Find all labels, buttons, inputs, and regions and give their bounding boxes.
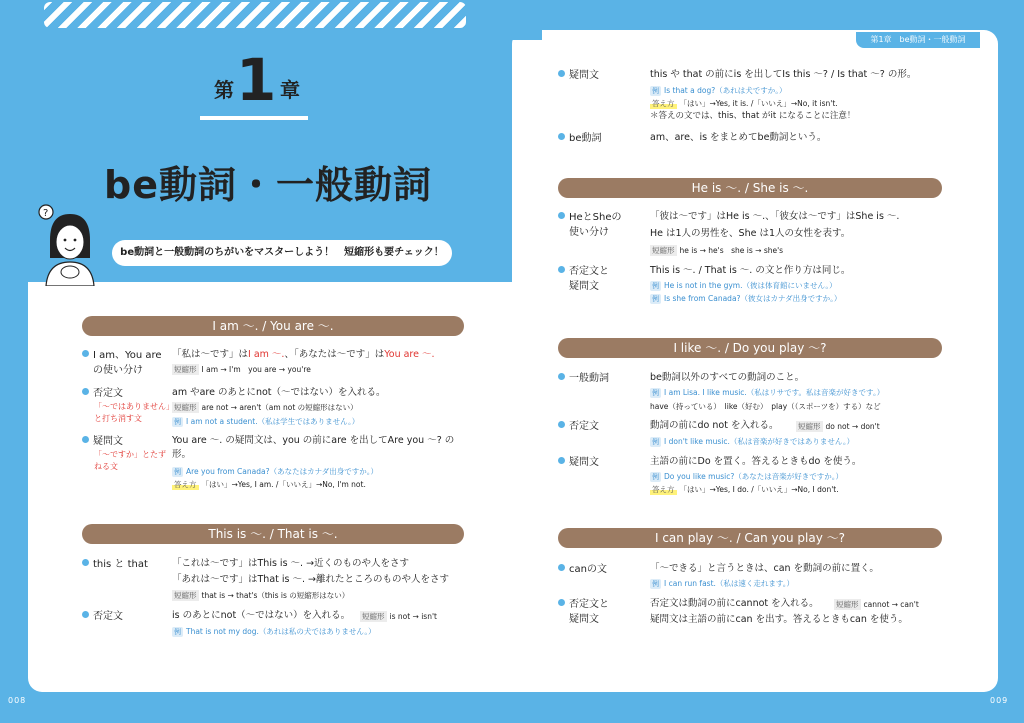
rule-is-this: this や that の前にis を出してIs this ～? / Is that ～? の形。 [650, 69, 917, 80]
answer-do-you: 答え方 「はい」→Yes, I do. /「いいえ」→No, I don't. [652, 485, 839, 494]
note-question: 「～ですか」とたずねる文 [94, 450, 166, 471]
example-from-canada: 例 Are you from Canada?（あなたはカナダ出身ですか。） [174, 467, 378, 476]
answer-are-you: 答え方 「はい」→Yes, I am. /「いいえ」→No, I'm not. [174, 480, 366, 489]
section-header-this-is: This is ～. / That is ～. [82, 524, 464, 544]
section-header-i-like: I like ～. / Do you play ～? [558, 338, 942, 358]
bullet-icon [82, 350, 89, 357]
rule-can-question: 疑問文は主語の前にcan を出す。答えるときもcan を使う。 [650, 614, 908, 625]
example-run-fast: 例 I can run fast.（私は速く走れます。） [652, 579, 795, 588]
student-illustration [36, 200, 100, 286]
label-negative-3: 否定文 [558, 419, 599, 434]
rule-be-verb: am、are、is をまとめてbe動詞という。 [650, 132, 827, 143]
short-that-is: 短縮形 that is → that's（this is の短縮形はない） [174, 591, 350, 600]
label-be-verb: be動詞 [558, 131, 602, 146]
rule-negative: am やare のあとにnot（～ではない）を入れる。 [172, 387, 386, 398]
rule-question: You are ～. の疑問文は、you の前にare を出してAre you ～? の [172, 435, 455, 446]
running-header: 第1章 be動詞・一般動詞 [856, 32, 980, 48]
rule-general-verb: be動詞以外のすべての動詞のこと。 [650, 372, 805, 383]
example-dont-like: 例 I don't like music.（私は音楽が好きではありません。） [652, 437, 855, 446]
right-page [512, 30, 998, 692]
rule-cannot: 否定文は動詞の前にcannot を入れる。 [650, 598, 819, 609]
note-it: ＊答えの文では、this、that がit になることに注意！ [650, 111, 856, 121]
short-is-not: 短縮形 is not → isn't [362, 612, 437, 621]
rule-this-is: 「これは～です」はThis is ～. →近くのものや人をさす [172, 558, 410, 569]
example-not-student: 例 I am not a student.（私は学生ではありません。） [174, 417, 360, 426]
label-question-this: 疑問文 [558, 68, 599, 83]
chapter-underline [200, 116, 308, 120]
label-this-that: this と that [82, 557, 148, 572]
header-stripes [44, 2, 466, 28]
section-header-i-am: I am ～. / You are ～. [82, 316, 464, 336]
label-negative-question: 否定文と 疑問文 [558, 264, 644, 294]
example-is-she: 例 Is she from Canada?（彼女はカナダ出身ですか。） [652, 294, 842, 303]
rule-that-is: 「あれは～です」はThat is ～. →離れたところのものや人をさす [172, 574, 449, 585]
section-header-he-is: He is ～. / She is ～. [558, 178, 942, 198]
note-negative: 「～ではありません」と打ち消す文 [94, 402, 170, 423]
page-number-right: 009 [990, 696, 1009, 705]
page-number-left: 008 [8, 696, 27, 705]
label-can: canの文 [558, 562, 607, 577]
label-question-3: 疑問文 [558, 455, 599, 470]
rule-i-am-you-are: 「私は～です」はI am ～.、「あなたは～です」はYou are ～. [172, 349, 435, 360]
example-is-that-dog: 例 Is that a dog?（あれは犬ですか。） [652, 86, 787, 95]
rule-do-not: 動詞の前にdo not を入れる。 [650, 420, 779, 431]
label-negative-2: 否定文 [82, 609, 123, 624]
example-like-music: 例 I am Lisa. I like music.（私はリサです。私は音楽が好きです。） [652, 388, 885, 397]
rule-is-not: is のあとにnot（～ではない）を入れる。 [172, 610, 351, 621]
example-do-you-like: 例 Do you like music?（あなたは音楽が好きですか。） [652, 472, 844, 481]
speech-bubble: be動詞と一般動詞のちがいをマスターしよう！ 短縮形も要チェック！ [112, 240, 452, 266]
short-are-not: 短縮形 are not → aren't（am not の短縮形はない） [174, 403, 358, 412]
label-general-verb: 一般動詞 [558, 371, 609, 386]
rule-can: 「～できる」と言うときは、can を動詞の前に置く。 [650, 563, 879, 574]
rule-he-she: 「彼は～です」はHe is ～.、「彼女は～です」はShe is ～. [650, 211, 900, 222]
rule-one-person: He は1人の男性を、She は1人の女性を表す。 [650, 228, 851, 239]
label-i-am-you-are: I am、You are の使い分け [82, 348, 168, 378]
example-gym: 例 He is not in the gym.（彼は体育館にいません。） [652, 281, 837, 290]
label-negative: 否定文 [82, 386, 123, 401]
short-he-is: 短縮形 he is → he's she is → she's [652, 246, 784, 255]
label-negative-question-2: 否定文と 疑問文 [558, 597, 644, 627]
short-i-am: 短縮形 I am → I'm you are → you're [174, 365, 311, 374]
chapter-number: 第 1 章 [214, 46, 300, 114]
section-header-i-can: I can play ～. / Can you play ～? [558, 528, 942, 548]
rule-do-question: 主語の前にDo を置く。答えるときもdo を使う。 [650, 456, 862, 467]
label-question: 疑問文 [82, 434, 123, 449]
label-he-she: HeとSheの 使い分け [558, 210, 644, 240]
answer-is-that: 答え方 「はい」→Yes, it is. /「いいえ」→No, it isn't. [652, 99, 838, 108]
short-cannot: 短縮形 cannot → can't [836, 600, 919, 609]
chapter-title: be動詞・一般動詞 [104, 163, 432, 207]
rule-same-as-this: This is ～. / That is ～. の文と作り方は同じ。 [650, 265, 851, 276]
example-not-my-dog: 例 That is not my dog.（あれは私の犬ではありません。） [174, 627, 376, 636]
svg-text:?: ? [43, 208, 49, 219]
verb-list: have（持っている） like（好む） play（（スポーツを）する）など [650, 402, 881, 411]
short-do-not: 短縮形 do not → don't [798, 422, 880, 431]
